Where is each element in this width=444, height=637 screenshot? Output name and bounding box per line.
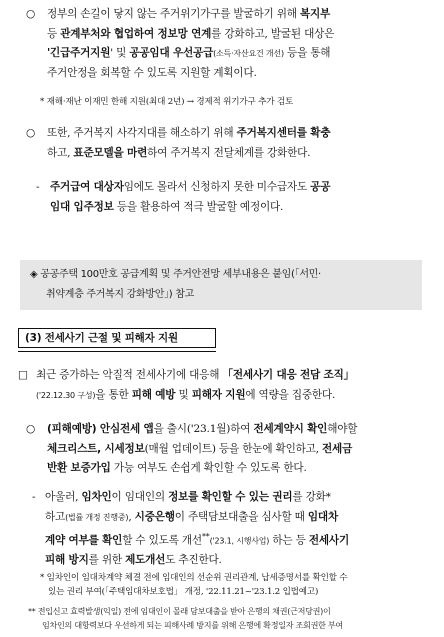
paragraph-tenant-rights: - 아울러, 임차인이 임대인의 정보를 확인할 수 있는 권리를 강화* 하고(법률 개정 진행중), 시중은행이 주택담보대출을 심사할 때 임대차 계약 여부를 확인할 수 있도록 개선**('23.1, 시행사업) 하는 등 전세사기 피해 방지를 위한 제도개선도 추진한다. <box>32 488 428 571</box>
heading-underline <box>18 351 216 352</box>
footnote-disaster: * 재해·재난 이재민 한해 지원(최대 2년) → 경제적 위기가구 추가 검토 <box>40 97 294 107</box>
dash-bullet: - <box>36 181 40 193</box>
circle-bullet: ○ <box>26 8 36 20</box>
footnote-bank-check: ** 전입신고 효력발생(익일) 전에 임대인이 몰래 담보대출을 받아 은행의 채권(근저당권)이 임차인의 대항력보다 우선하게 되는 피해사례 방지를 위해 은행에 확정일자 조회권한 부여 <box>28 606 343 630</box>
section-heading: (3) 전세사기 근절 및 피해자 지원 <box>18 328 216 348</box>
square-bullet: □ <box>18 369 28 381</box>
footnote-tenant-right: * 임차인이 임대차계약 체결 전에 임대인의 선순위 권리관계, 납세증명서를 확인할 수 있는 권리 부여(「주택임대차보호법」 개정, '22.11.21~'23.1.2 입법예고) <box>40 573 348 597</box>
paragraph-welfare-center: ○ 또한, 주거복지 사각지대를 해소하기 위해 주거복지센터를 확충 하고, 표준모델을 마련하여 주거복지 전달체계를 강화한다. <box>26 124 428 163</box>
callout-text-line1: 공공주택 100만호 공급계획 및 주거안전망 세부내용은 붙임(「서민· <box>40 269 321 280</box>
paragraph-housing-crisis: ○ 정부의 손길이 닿지 않는 주거위기가구를 발굴하기 위해 복지부 등 관계부처와 협업하여 정보망 연계를 강화하고, 발굴된 대상은 '긴급주거지원' 및 공공임대 우선공급(소득·자산요건 개선) 등을 통해 주거안정을 회복할 수 있도록 지원할 계획이다. <box>26 5 428 83</box>
dash-bullet: - <box>32 491 36 503</box>
circle-bullet: ○ <box>26 423 36 435</box>
paragraph-housing-benefit: - 주거급여 대상자임에도 몰라서 신청하지 못한 미수급자도 공공 임대 입주정보 등을 활용하여 적극 발굴할 예정이다. <box>36 178 428 217</box>
callout-text-line2: 취약계층 주거복지 강화방안」) 참고 <box>46 289 194 300</box>
diamond-bullet-icon: ◈ <box>30 269 38 280</box>
callout-box <box>20 260 422 310</box>
paragraph-prevention-app: ○ (피해예방) 안심전세 앱을 출시('23.1월)하여 전세계약시 확인해야할 체크리스트, 시세정보(매월 업데이트) 등을 한눈에 확인하고, 전세금 반환 보증가입 가능 여부도 손쉽게 확인할 수 있도록 한다. <box>26 420 428 479</box>
circle-bullet: ○ <box>26 127 36 139</box>
paragraph-fraud-task-force: □ 최근 증가하는 악질적 전세사기에 대응해 「전세사기 대응 전담 조직」 ('22.12.30 구성)을 통한 피해 예방 및 피해자 지원에 역량을 집중한다. <box>18 366 428 405</box>
